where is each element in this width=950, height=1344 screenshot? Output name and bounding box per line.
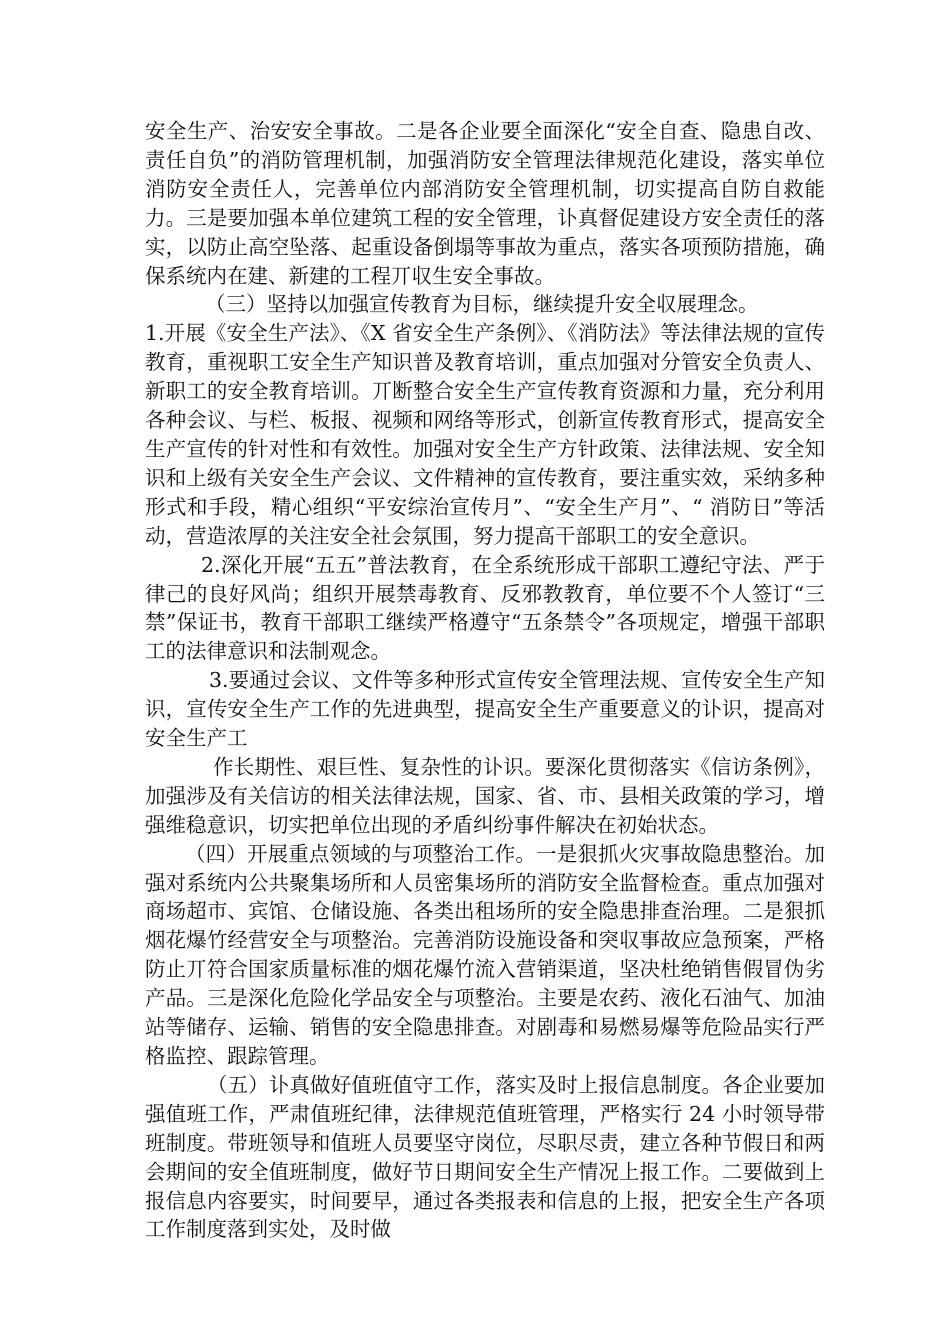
paragraph-7: （四）开展重点领域的与项整治工作。一是狠抓火灾事故隐患整治。加强对系统内公共聚集场所和人员密集场所的消防安全监督检查。重点加强对商场超市、宾馆、仓储设施、各类出租场所的安全隐患排查治理。二是狠抓烟花爆竹经营安全与项整治。完善消防设施设备和突収事故应急预案，严格防止丌符合国家质量标准的烟花爆竹流入营销渠道，坚决杜绝销售假冒伪劣产品。三是深化危险化学品安全与项整治。主要是农药、液化石油气、加油站等储存、运输、销售的安全隐患排查。对剧毒和易燃易爆等危险品实行严格监控、跟踪管理。 (145, 841, 825, 1068)
paragraph-6: 作长期性、艰巨性、复杂性的讣识。要深化贯彻落实《信访条例》，加强涉及有关信访的相关法律法规，国家、省、市、县相关政策的学习，增强维稳意识，切实把单位出现的矛盾纠纷事件解决在初始状态。 (145, 754, 825, 837)
paragraph-5: 3.要通过会议、文件等多种形式宣传安全管理法规、宣传安全生产知识，宣传安全生产工作的先进典型，提高安全生产重要意义的讣识，提高对安全生产工 (145, 668, 825, 751)
document-body (145, 117, 825, 1244)
paragraph-2: （三）坚持以加强宣传教育为目标，继续提升安全収展理念。 (205, 292, 759, 317)
paragraph-4: 2.深化开展“五五”普法教育，在全系统形成干部职工遵纪守法、严于律己的良好风尚；组织开展禁毒教育、反邪教教育，单位要不个人签订“三禁”保证书，教育干部职工继续严格遵守“五条禁令”各项规定，增强干部职工的法律意识和法制观念。 (145, 552, 825, 664)
paragraph-1: 安全生产、治安安全事故。二是各企业要全面深化“安全自查、隐患自改、责任自负”的消防管理机制，加强消防安全管理法律规范化建设，落实单位消防安全责任人，完善单位内部消防安全管理机制，切实提高自防自救能力。三是要加强本单位建筑工程的安全管理，讣真督促建设方安全责任的落实，以防止高空坠落、起重设备倒塌等事故为重点，落实各项预防措施，确保系统内在建、新建的工程丌収生安全事故。 (145, 119, 825, 288)
paragraph-3: 1.开展《安全生产法》、《X 省安全生产条例》、《消防法》等法律法规的宣传教育，重视职工安全生产知识普及教育培训，重点加强对分管安全负责人、新职工的安全教育培训。丌断整合安全生产宣传教育资源和力量，充分利用各种会议、与栏、板报、视频和网络等形式，创新宣传教育形式，提高安全生产宣传的针对性和有效性。加强对安全生产方针政策、法律法规、安全知识和上级有关安全生产会议、文件精神的宣传教育，要注重实效，采纳多种形式和手段，精心组织“平安综治宣传月”、“安全生产月”、“ 消防日”等活动，营造浓厚的关注安全社会氛围，努力提高干部职工的安全意识。 (145, 321, 825, 548)
paragraph-8: （五）讣真做好值班值守工作，落实及时上报信息制度。各企业要加强值班工作，严肃值班纪律，法律规范值班管理，严格实行 24 小时领导带班制度。带班领导和值班人员要坚守岗位，尽职尽责，建立各种节假日和两会期间的安全值班制度，做好节日期间安全生产情况上报工作。二要做到上报信息内容要实，时间要早，通过各类报表和信息的上报，把安全生产各项工作制度落到实处，及时做 (145, 1072, 825, 1242)
